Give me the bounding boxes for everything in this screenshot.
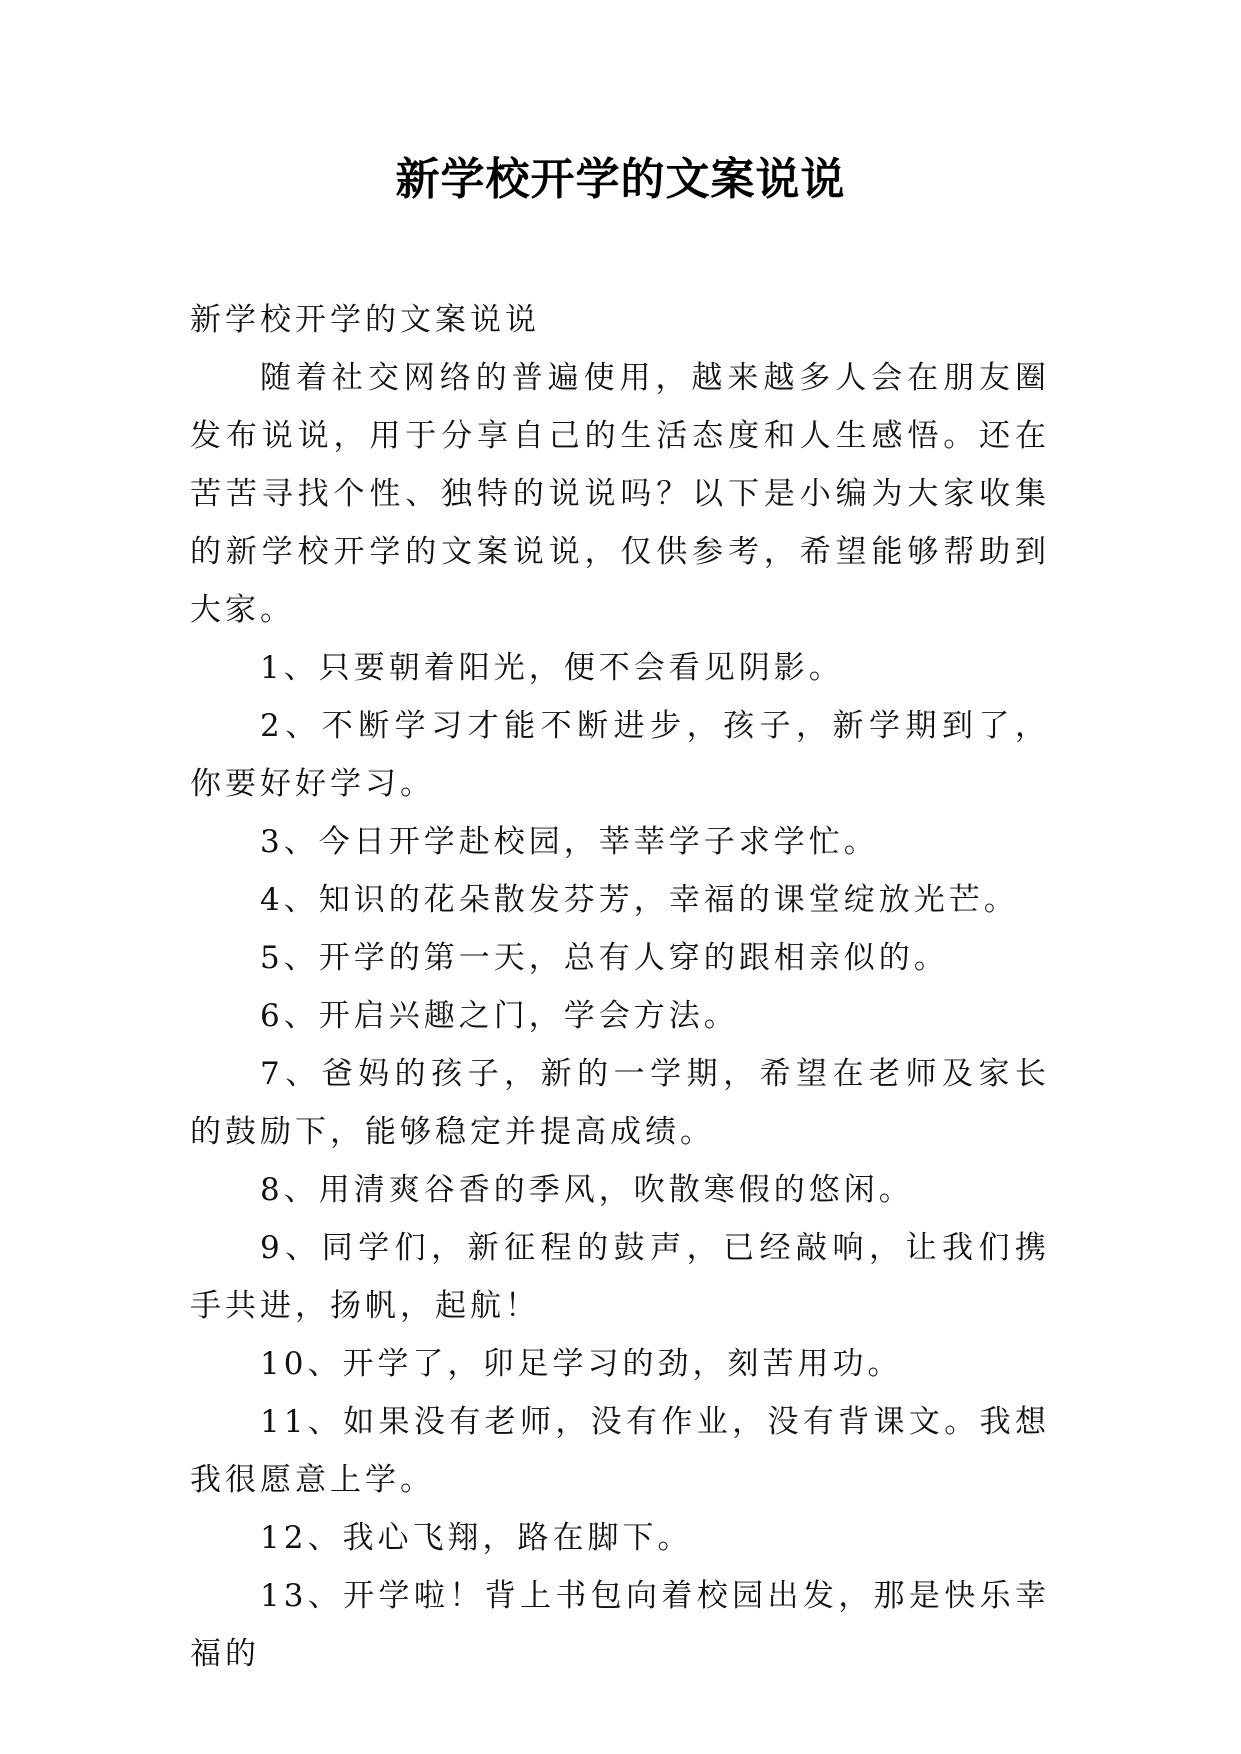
document-title: 新学校开学的文案说说 xyxy=(395,154,846,205)
list-item: 2、不断学习才能不断进步，孩子，新学期到了，你要好好学习。 xyxy=(190,708,1050,802)
list-item: 13、开学啦！背上书包向着校园出发，那是快乐幸福的 xyxy=(190,1578,1050,1672)
list-item: 1、只要朝着阳光，便不会看见阴影。 xyxy=(260,650,844,686)
list-item: 4、知识的花朵散发芬芳，幸福的课堂绽放光芒。 xyxy=(260,882,1019,918)
list-item: 5、开学的第一天，总有人穿的跟相亲似的。 xyxy=(260,940,949,976)
intro-paragraph: 随着社交网络的普遍使用，越来越多人会在朋友圈发布说说，用于分享自己的生活态度和人生感悟。还在苦苦寻找个性、独特的说说吗？以下是小编为大家收集的新学校开学的文案说说，仅供参考，希望能够帮助到大家。 xyxy=(190,360,1050,628)
document-subtitle: 新学校开学的文案说说 xyxy=(190,302,540,338)
list-item: 9、同学们，新征程的鼓声，已经敲响，让我们携手共进，扬帆，起航！ xyxy=(190,1230,1050,1324)
list-item: 10、开学了，卯足学习的劲，刻苦用功。 xyxy=(260,1346,903,1382)
list-item: 7、爸妈的孩子，新的一学期，希望在老师及家长的鼓励下，能够稳定并提高成绩。 xyxy=(190,1056,1050,1150)
list-item: 6、开启兴趣之门，学会方法。 xyxy=(260,998,739,1034)
list-item: 12、我心飞翔，路在脚下。 xyxy=(260,1520,693,1556)
document-body xyxy=(190,291,1050,1683)
list-item: 8、用清爽谷香的季风，吹散寒假的悠闲。 xyxy=(260,1172,914,1208)
list-item: 3、今日开学赴校园，莘莘学子求学忙。 xyxy=(260,824,879,860)
list-item: 11、如果没有老师，没有作业，没有背课文。我想我很愿意上学。 xyxy=(190,1404,1050,1498)
